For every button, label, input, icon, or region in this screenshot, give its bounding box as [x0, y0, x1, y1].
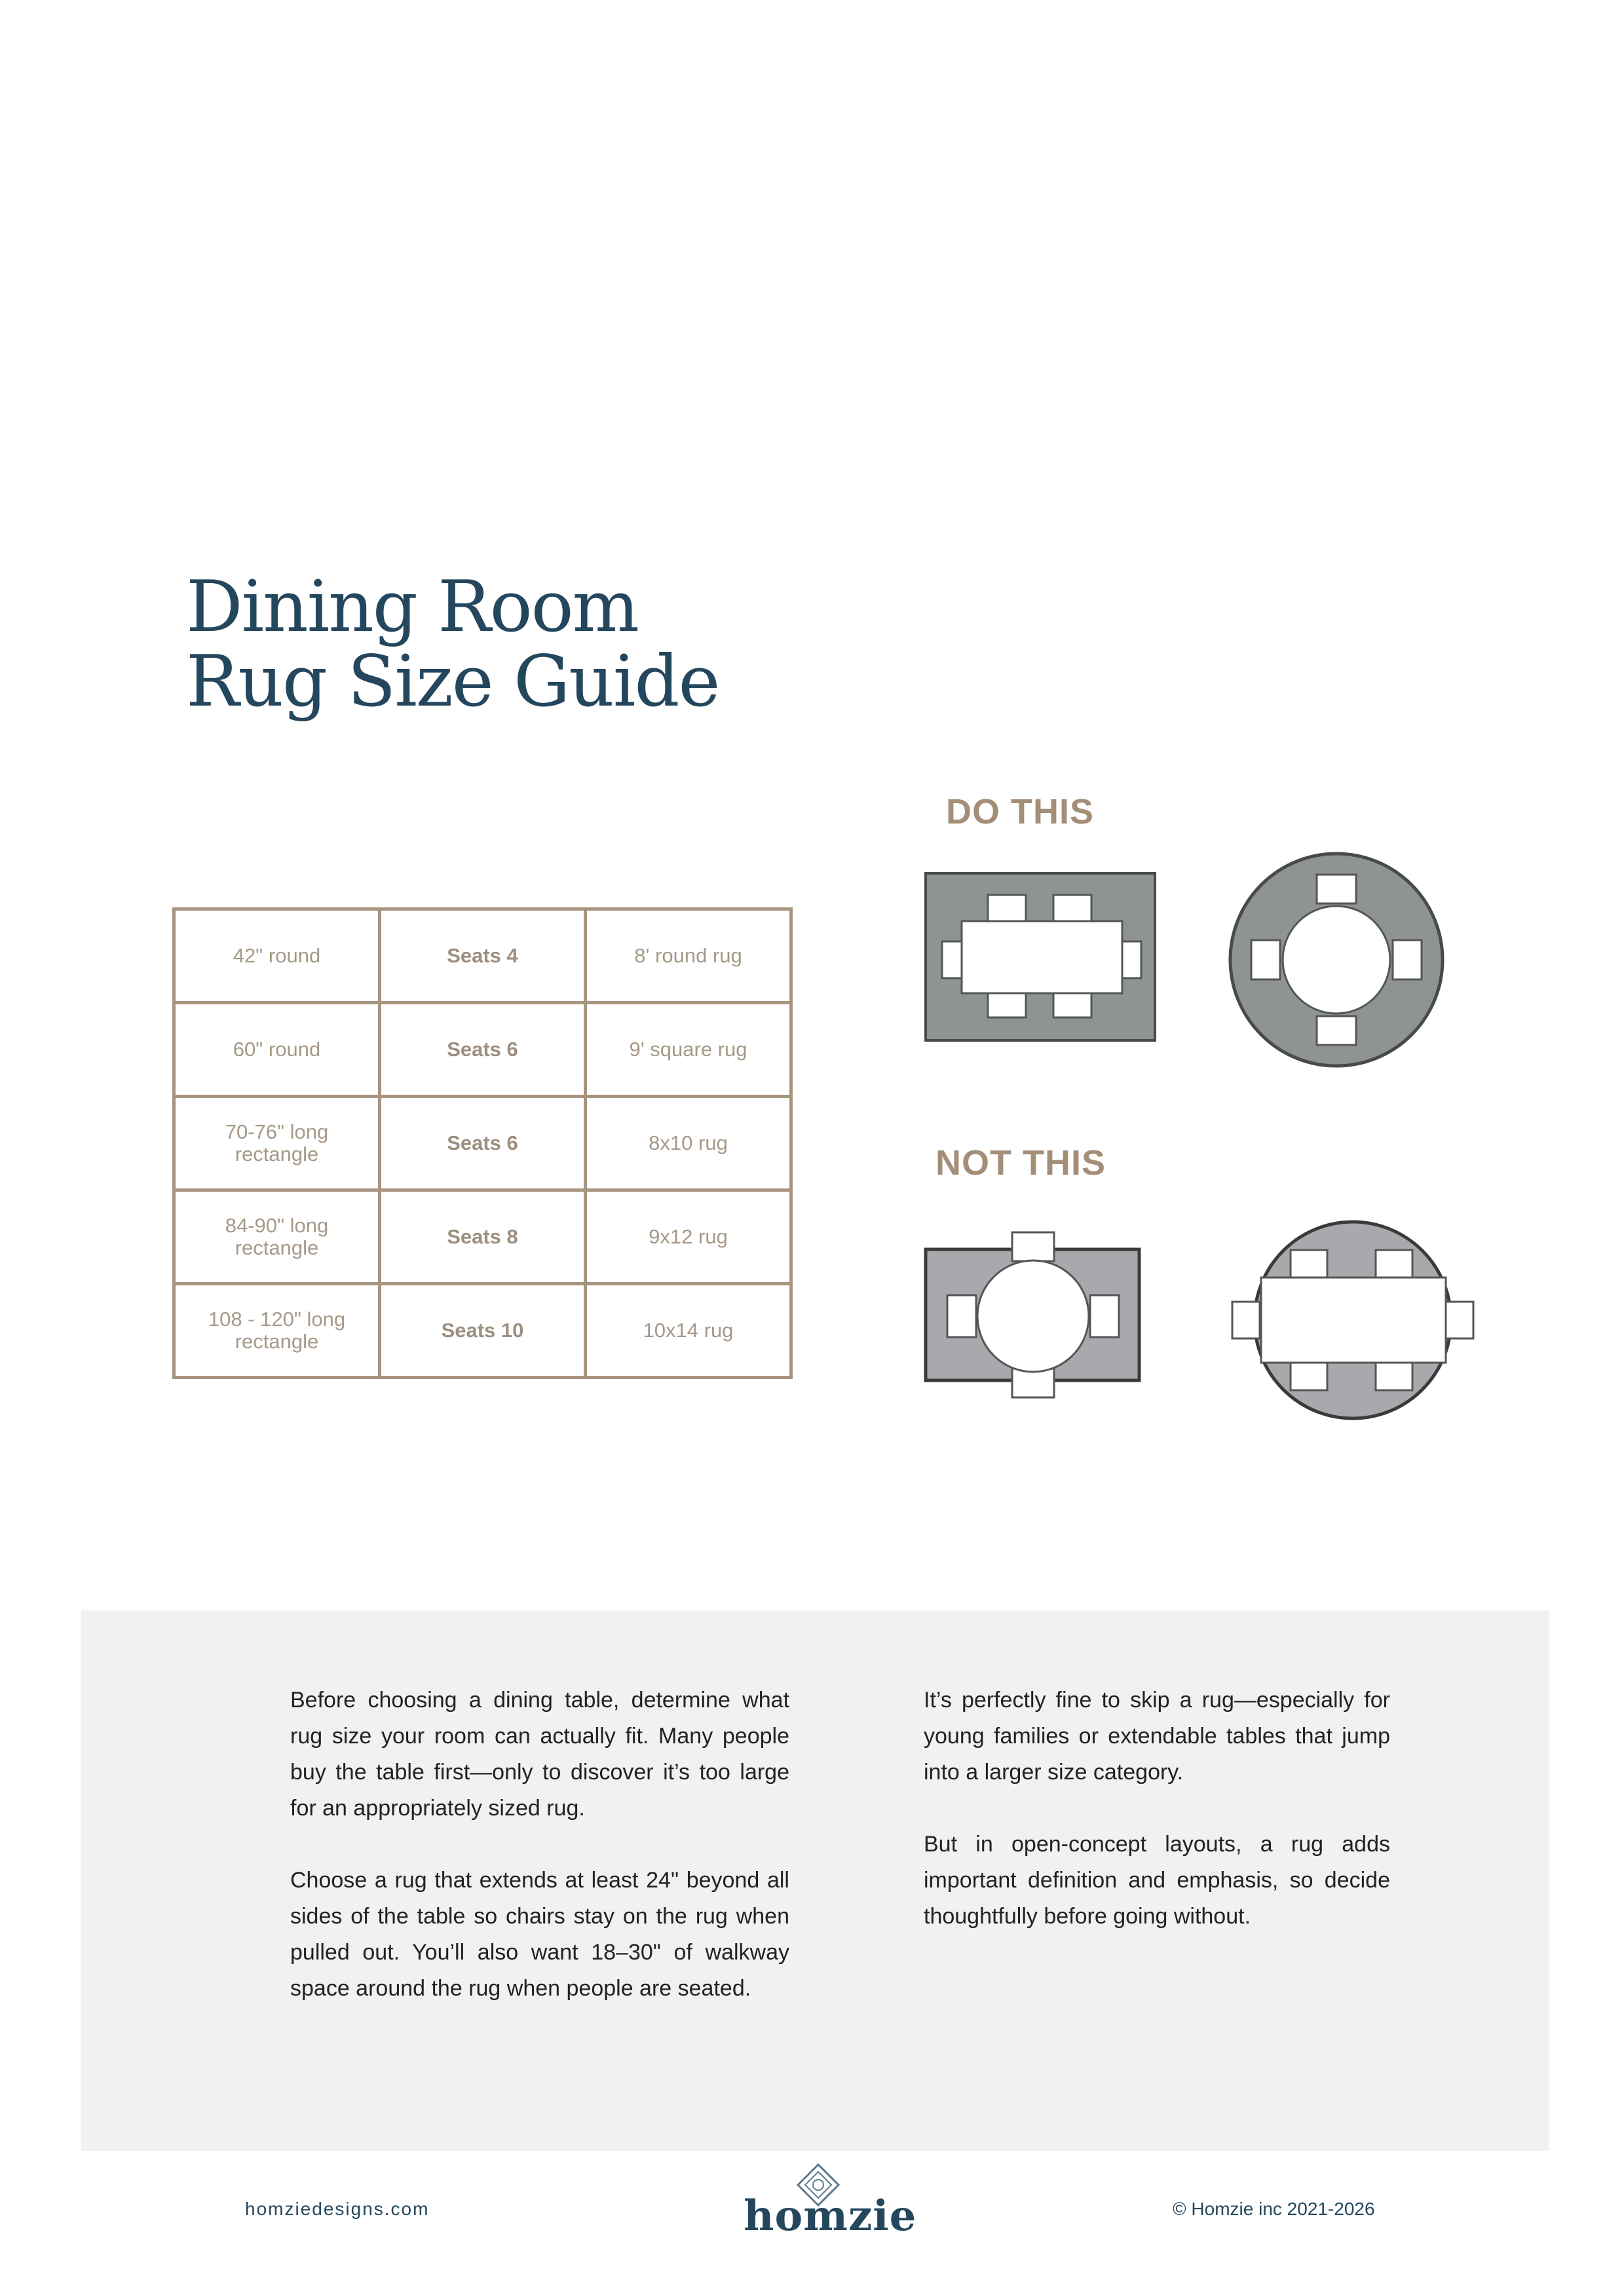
- info-column-left: [290, 1682, 789, 2007]
- table-seats-cell: Seats 4: [380, 909, 586, 1003]
- table-rug-cell: 8' round rug: [586, 909, 791, 1003]
- table-rug-cell: 10x14 rug: [586, 1284, 791, 1378]
- do-rect-diagram: [924, 868, 1160, 1045]
- table-row: [174, 909, 791, 1003]
- table-seats-cell: Seats 10: [380, 1284, 586, 1378]
- table-seats-cell: Seats 6: [380, 1003, 586, 1097]
- table-rug-cell: 9x12 rug: [586, 1190, 791, 1284]
- table-size-cell: 42" round: [174, 909, 380, 1003]
- table-rug-cell: 9' square rug: [586, 1003, 791, 1097]
- rug-size-table: [172, 907, 793, 1379]
- info-column-right: [924, 1682, 1390, 1935]
- not-this-heading: NOT THIS: [935, 1143, 1106, 1183]
- info-panel: [81, 1610, 1549, 2151]
- table-rug-cell: 8x10 rug: [586, 1097, 791, 1190]
- table-size-cell: 84-90" long rectangle: [174, 1190, 380, 1284]
- info-paragraph: Before choosing a dining table, determine what rug size your room can actually fit. Many people buy the table first—only to discover it’s too large for an appropriately sized rug.: [290, 1688, 789, 1821]
- table-row: [174, 1284, 791, 1378]
- title-line-1: Dining Room: [186, 566, 639, 648]
- table-row: [174, 1190, 791, 1284]
- table-seats-cell: Seats 8: [380, 1190, 586, 1284]
- do-round-diagram: [1225, 848, 1448, 1071]
- do-this-heading: DO THIS: [946, 792, 1095, 831]
- website-link[interactable]: homziedesigns.com: [245, 2199, 430, 2219]
- brand-logo-wordmark: homzie: [744, 2191, 917, 2241]
- table-size-cell: 60" round: [174, 1003, 380, 1097]
- table-size-cell: 70-76" long rectangle: [174, 1097, 380, 1190]
- info-paragraph: But in open-concept layouts, a rug adds important definition and emphasis, so decide thoughtfully before going without.: [924, 1832, 1390, 1929]
- page-title: [186, 566, 719, 723]
- copyright-text: © Homzie inc 2021-2026: [1173, 2199, 1375, 2219]
- title-line-2: Rug Size Guide: [186, 641, 719, 723]
- table-seats-cell: Seats 6: [380, 1097, 586, 1190]
- table-row: [174, 1003, 791, 1097]
- not-round-diagram: [1228, 1219, 1477, 1422]
- info-paragraph: It’s perfectly fine to skip a rug—especially for young families or extendable tables that jump into a larger size category.: [924, 1688, 1390, 1785]
- info-paragraph: Choose a rug that extends at least 24" beyond all sides of the table so chairs stay on the rug when pulled out. You’ll also want 18–30" of walkway space around the rug when people are seated.: [290, 1868, 789, 2001]
- table-size-cell: 108 - 120" long rectangle: [174, 1284, 380, 1378]
- table-row: [174, 1097, 791, 1190]
- not-rect-diagram: [924, 1228, 1146, 1405]
